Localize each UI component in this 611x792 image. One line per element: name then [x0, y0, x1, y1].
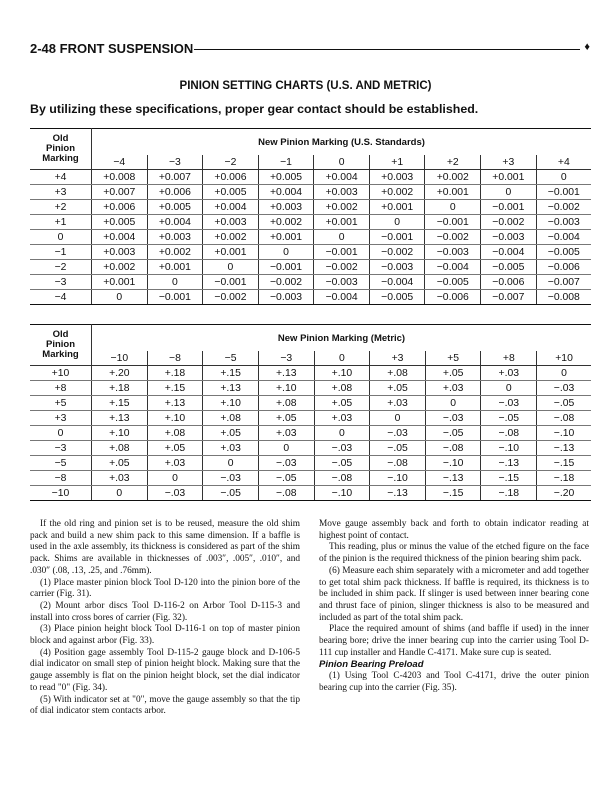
value-cell: −.03	[147, 486, 203, 501]
value-cell: −0.001	[536, 185, 591, 200]
value-cell: +0.004	[314, 170, 370, 185]
table-row	[30, 441, 591, 456]
value-cell: +0.001	[314, 215, 370, 230]
value-cell: −0.002	[536, 200, 591, 215]
value-cell: +0.007	[147, 170, 203, 185]
old-header-line: Pinion	[45, 143, 76, 154]
value-cell: +0.004	[203, 200, 259, 215]
value-cell: 0	[92, 290, 148, 305]
value-cell: +0.001	[481, 170, 537, 185]
value-cell: −0.003	[314, 275, 370, 290]
value-cell: 0	[481, 381, 537, 396]
value-cell: +0.002	[203, 230, 259, 245]
us-pinion-chart	[30, 128, 591, 305]
value-cell: 0	[92, 486, 148, 501]
value-cell: 0	[147, 471, 203, 486]
value-cell: 0	[425, 200, 481, 215]
new-pinion-marking-header: New Pinion Marking (U.S. Standards)	[92, 129, 592, 156]
old-pinion-marking-header	[30, 129, 92, 170]
value-cell: +.15	[203, 366, 259, 381]
value-cell: −.03	[537, 381, 591, 396]
old-marking-cell: +2	[30, 200, 92, 215]
value-cell: −.08	[425, 441, 481, 456]
value-cell: +0.003	[92, 245, 148, 260]
value-cell: +.10	[92, 426, 148, 441]
value-cell: +.05	[92, 456, 148, 471]
value-cell: +.18	[92, 381, 148, 396]
right-text-column	[319, 519, 589, 695]
table-row	[30, 411, 591, 426]
column-header: +2	[425, 155, 481, 170]
value-cell: +0.003	[258, 200, 314, 215]
value-cell: +.03	[370, 396, 426, 411]
value-cell: +.13	[147, 396, 203, 411]
value-cell: 0	[537, 366, 591, 381]
value-cell: −.05	[425, 426, 481, 441]
table-row	[30, 185, 591, 200]
column-header: −5	[203, 351, 259, 366]
page-subtitle: By utilizing these specifications, proper gear contact should be established.	[30, 102, 479, 116]
value-cell: −.15	[425, 486, 481, 501]
value-cell: −.08	[314, 471, 370, 486]
value-cell: −.03	[425, 411, 481, 426]
value-cell: +.10	[258, 381, 314, 396]
value-cell: +.08	[92, 441, 148, 456]
value-cell: −.10	[314, 486, 370, 501]
value-cell: −0.004	[536, 230, 591, 245]
value-cell: +.20	[92, 366, 148, 381]
value-cell: +0.006	[203, 170, 259, 185]
column-header: −8	[147, 351, 203, 366]
value-cell: −0.002	[258, 275, 314, 290]
value-cell: −.18	[537, 471, 591, 486]
value-cell: +.05	[370, 381, 426, 396]
value-cell: −0.002	[425, 230, 481, 245]
paragraph: (2) Mount arbor discs Tool D-116-2 on Arbor Tool D-115-3 and install into cross bores of carrier (Fig. 32).	[30, 600, 300, 623]
value-cell: −0.006	[536, 260, 591, 275]
value-cell: +.08	[147, 426, 203, 441]
column-header: −4	[92, 155, 148, 170]
table-row	[30, 215, 591, 230]
value-cell: −0.002	[369, 245, 425, 260]
table-row	[30, 456, 591, 471]
value-cell: +0.002	[314, 200, 370, 215]
value-cell: +0.005	[92, 215, 148, 230]
column-header: −1	[258, 155, 314, 170]
value-cell: +0.002	[147, 245, 203, 260]
value-cell: 0	[314, 426, 370, 441]
old-header-line: Marking	[42, 349, 79, 360]
value-cell: +.03	[92, 471, 148, 486]
value-cell: −0.001	[147, 290, 203, 305]
table-row	[30, 200, 591, 215]
header-rule	[194, 49, 580, 50]
value-cell: −0.003	[369, 260, 425, 275]
old-marking-cell: −10	[30, 486, 92, 501]
value-cell: +.13	[92, 411, 148, 426]
value-cell: +0.003	[369, 170, 425, 185]
value-cell: −0.003	[536, 215, 591, 230]
value-cell: −0.004	[481, 245, 537, 260]
value-cell: 0	[203, 260, 259, 275]
table-row	[30, 381, 591, 396]
value-cell: +0.001	[369, 200, 425, 215]
value-cell: −0.001	[203, 275, 259, 290]
value-cell: +0.004	[258, 185, 314, 200]
column-header: +3	[370, 351, 426, 366]
value-cell: +.03	[425, 381, 481, 396]
old-header-line: Marking	[42, 153, 79, 164]
value-cell: +.08	[370, 366, 426, 381]
column-header: +3	[481, 155, 537, 170]
value-cell: +.18	[147, 366, 203, 381]
value-cell: +0.001	[147, 260, 203, 275]
value-cell: +.15	[92, 396, 148, 411]
old-marking-cell: +1	[30, 215, 92, 230]
value-cell: +0.002	[425, 170, 481, 185]
value-cell: +0.003	[314, 185, 370, 200]
new-pinion-marking-header: New Pinion Marking (Metric)	[92, 325, 592, 352]
value-cell: +.03	[314, 411, 370, 426]
old-marking-cell: −1	[30, 245, 92, 260]
paragraph: Move gauge assembly back and forth to obtain indicator reading at highest point of contact.	[319, 519, 589, 541]
value-cell: −0.004	[314, 290, 370, 305]
old-header-line: Old	[52, 329, 69, 340]
value-cell: +.08	[258, 396, 314, 411]
value-cell: +.13	[203, 381, 259, 396]
table-row	[30, 275, 591, 290]
value-cell: 0	[314, 230, 370, 245]
old-marking-cell: −4	[30, 290, 92, 305]
left-text-column	[30, 519, 300, 718]
value-cell: +0.005	[147, 200, 203, 215]
value-cell: +0.001	[92, 275, 148, 290]
table-row	[30, 245, 591, 260]
value-cell: 0	[258, 441, 314, 456]
paragraph: (1) Using Tool C-4203 and Tool C-4171, drive the outer pinion bearing cup into the carrier (Fig. 35).	[319, 671, 589, 693]
old-marking-cell: −2	[30, 260, 92, 275]
table-row	[30, 366, 591, 381]
old-pinion-marking-header	[30, 325, 92, 366]
value-cell: +.10	[147, 411, 203, 426]
column-header: +8	[481, 351, 537, 366]
column-header: −2	[203, 155, 259, 170]
value-cell: +.03	[147, 456, 203, 471]
value-cell: 0	[203, 456, 259, 471]
paragraph: If the old ring and pinion set is to be reused, measure the old shim pack and build a new shim pack to this same dimension. If a baffle is used in the axle assembly, its thickness is considered as part of the shim pack. Shims are available in thicknesses of .003″, .005″, .010″, and .030″ (.08, .13, .25, and .76mm).	[30, 519, 300, 576]
table-row	[30, 170, 591, 185]
value-cell: +0.004	[92, 230, 148, 245]
value-cell: 0	[369, 215, 425, 230]
value-cell: −0.006	[481, 275, 537, 290]
value-cell: −0.006	[425, 290, 481, 305]
value-cell: −0.007	[536, 275, 591, 290]
value-cell: −.03	[258, 456, 314, 471]
old-marking-cell: +5	[30, 396, 92, 411]
old-header-line: Pinion	[45, 339, 76, 350]
value-cell: −.05	[258, 471, 314, 486]
value-cell: −0.002	[481, 215, 537, 230]
value-cell: +.05	[203, 426, 259, 441]
value-cell: +0.005	[258, 170, 314, 185]
value-cell: −.08	[370, 456, 426, 471]
value-cell: −.05	[314, 456, 370, 471]
value-cell: 0	[147, 275, 203, 290]
page-header	[30, 41, 590, 57]
value-cell: +0.004	[147, 215, 203, 230]
value-cell: −0.003	[425, 245, 481, 260]
value-cell: +0.006	[92, 200, 148, 215]
value-cell: +.08	[314, 381, 370, 396]
value-cell: −.03	[203, 471, 259, 486]
value-cell: −.18	[481, 486, 537, 501]
old-marking-cell: +10	[30, 366, 92, 381]
value-cell: 0	[370, 411, 426, 426]
table-row	[30, 471, 591, 486]
old-marking-cell: +4	[30, 170, 92, 185]
value-cell: +0.001	[203, 245, 259, 260]
value-cell: −.13	[537, 441, 591, 456]
table-row	[30, 260, 591, 275]
value-cell: +.05	[258, 411, 314, 426]
value-cell: +0.002	[258, 215, 314, 230]
value-cell: +.10	[203, 396, 259, 411]
value-cell: +0.001	[258, 230, 314, 245]
value-cell: +.13	[258, 366, 314, 381]
column-header: +5	[425, 351, 481, 366]
table-row	[30, 486, 591, 501]
value-cell: +.08	[203, 411, 259, 426]
value-cell: +.10	[314, 366, 370, 381]
value-cell: −0.004	[369, 275, 425, 290]
value-cell: −.08	[258, 486, 314, 501]
value-cell: +0.008	[92, 170, 148, 185]
old-marking-cell: 0	[30, 230, 92, 245]
value-cell: +.05	[425, 366, 481, 381]
value-cell: −.10	[481, 441, 537, 456]
paragraph: (5) With indicator set at "0", move the gauge assembly so that the tip of dial indicator stem contacts arbor.	[30, 694, 300, 717]
page-title: PINION SETTING CHARTS (U.S. AND METRIC)	[179, 80, 432, 92]
value-cell: +.15	[147, 381, 203, 396]
value-cell: −.10	[370, 471, 426, 486]
value-cell: 0	[258, 245, 314, 260]
value-cell: 0	[536, 170, 591, 185]
old-marking-cell: +3	[30, 411, 92, 426]
value-cell: +0.003	[203, 215, 259, 230]
paragraph: Place the required amount of shims (and baffle if used) in the inner bearing bore; drive the inner bearing cup into the carrier using Tool D-111 cup installer and Handle C-4171. Make sure cup is seated.	[319, 624, 589, 658]
value-cell: +.05	[147, 441, 203, 456]
value-cell: +0.002	[92, 260, 148, 275]
value-cell: −.03	[314, 441, 370, 456]
value-cell: +.03	[203, 441, 259, 456]
column-header: 0	[314, 351, 370, 366]
paragraph: (6) Measure each shim separately with a micrometer and add together to get total shim pack thickness. If baffle is required, its thickness is to be included in shim pack. If slinger is used between inner bearing cone and thrust face of pinion, slinger thickness is also to be measured and included as part of the total shim pack.	[319, 565, 589, 623]
table-row	[30, 396, 591, 411]
value-cell: +0.001	[425, 185, 481, 200]
value-cell: −.13	[481, 456, 537, 471]
value-cell: −.05	[481, 411, 537, 426]
value-cell: −.20	[537, 486, 591, 501]
old-marking-cell: 0	[30, 426, 92, 441]
old-marking-cell: +8	[30, 381, 92, 396]
column-header: −3	[147, 155, 203, 170]
table-row	[30, 426, 591, 441]
value-cell: −0.001	[369, 230, 425, 245]
value-cell: −0.007	[481, 290, 537, 305]
value-cell: 0	[481, 185, 537, 200]
value-cell: −.05	[537, 396, 591, 411]
column-header: +10	[537, 351, 591, 366]
value-cell: −0.003	[481, 230, 537, 245]
column-header: +1	[369, 155, 425, 170]
value-cell: −0.001	[481, 200, 537, 215]
table-row	[30, 290, 591, 305]
value-cell: −.15	[481, 471, 537, 486]
column-header: −10	[92, 351, 148, 366]
old-marking-cell: −3	[30, 275, 92, 290]
value-cell: 0	[425, 396, 481, 411]
value-cell: −.10	[537, 426, 591, 441]
value-cell: −.03	[481, 396, 537, 411]
value-cell: −.10	[425, 456, 481, 471]
value-cell: +.03	[258, 426, 314, 441]
column-header: 0	[314, 155, 370, 170]
value-cell: −.05	[203, 486, 259, 501]
value-cell: −0.004	[425, 260, 481, 275]
value-cell: −.13	[370, 486, 426, 501]
value-cell: +0.005	[203, 185, 259, 200]
paragraph: (1) Place master pinion block Tool D-120 into the pinion bore of the carrier (Fig. 31).	[30, 577, 300, 600]
value-cell: +.03	[481, 366, 537, 381]
old-marking-cell: −3	[30, 441, 92, 456]
value-cell: −.05	[370, 441, 426, 456]
value-cell: −0.003	[258, 290, 314, 305]
metric-pinion-chart	[30, 324, 591, 501]
page-label: 2-48 FRONT SUSPENSION	[30, 41, 194, 56]
value-cell: −0.005	[369, 290, 425, 305]
value-cell: +0.002	[369, 185, 425, 200]
value-cell: −0.005	[425, 275, 481, 290]
value-cell: −.08	[481, 426, 537, 441]
value-cell: −0.005	[481, 260, 537, 275]
old-marking-cell: −5	[30, 456, 92, 471]
section-subhead: Pinion Bearing Preload	[319, 659, 424, 671]
value-cell: −0.001	[314, 245, 370, 260]
value-cell: +0.003	[147, 230, 203, 245]
value-cell: +.05	[314, 396, 370, 411]
old-marking-cell: −8	[30, 471, 92, 486]
table-row	[30, 230, 591, 245]
value-cell: −.08	[537, 411, 591, 426]
column-header: −3	[258, 351, 314, 366]
value-cell: −.13	[425, 471, 481, 486]
value-cell: −0.002	[203, 290, 259, 305]
value-cell: −0.005	[536, 245, 591, 260]
value-cell: −.03	[370, 426, 426, 441]
value-cell: +0.006	[147, 185, 203, 200]
paragraph: (4) Position gage assembly Tool D-115-2 gauge block and D-106-5 dial indicator on small step of pinion height block. Making sure that the gauge assembly is flat on the pinion height block, set the dial indicator to read "0" (Fig. 34).	[30, 647, 300, 693]
paragraph: This reading, plus or minus the value of the etched figure on the face of the pinion is the required thickness of the pinion bearing shim pack.	[319, 542, 589, 565]
value-cell: −0.001	[425, 215, 481, 230]
diamond-icon: ♦	[584, 41, 590, 53]
value-cell: −0.008	[536, 290, 591, 305]
paragraph: (3) Place pinion height block Tool D-116-1 on top of master pinion block and against arbor (Fig. 33).	[30, 624, 300, 647]
value-cell: −.15	[537, 456, 591, 471]
value-cell: +0.007	[92, 185, 148, 200]
column-header: +4	[536, 155, 591, 170]
value-cell: −0.002	[314, 260, 370, 275]
old-marking-cell: +3	[30, 185, 92, 200]
value-cell: −0.001	[258, 260, 314, 275]
old-header-line: Old	[52, 133, 69, 144]
